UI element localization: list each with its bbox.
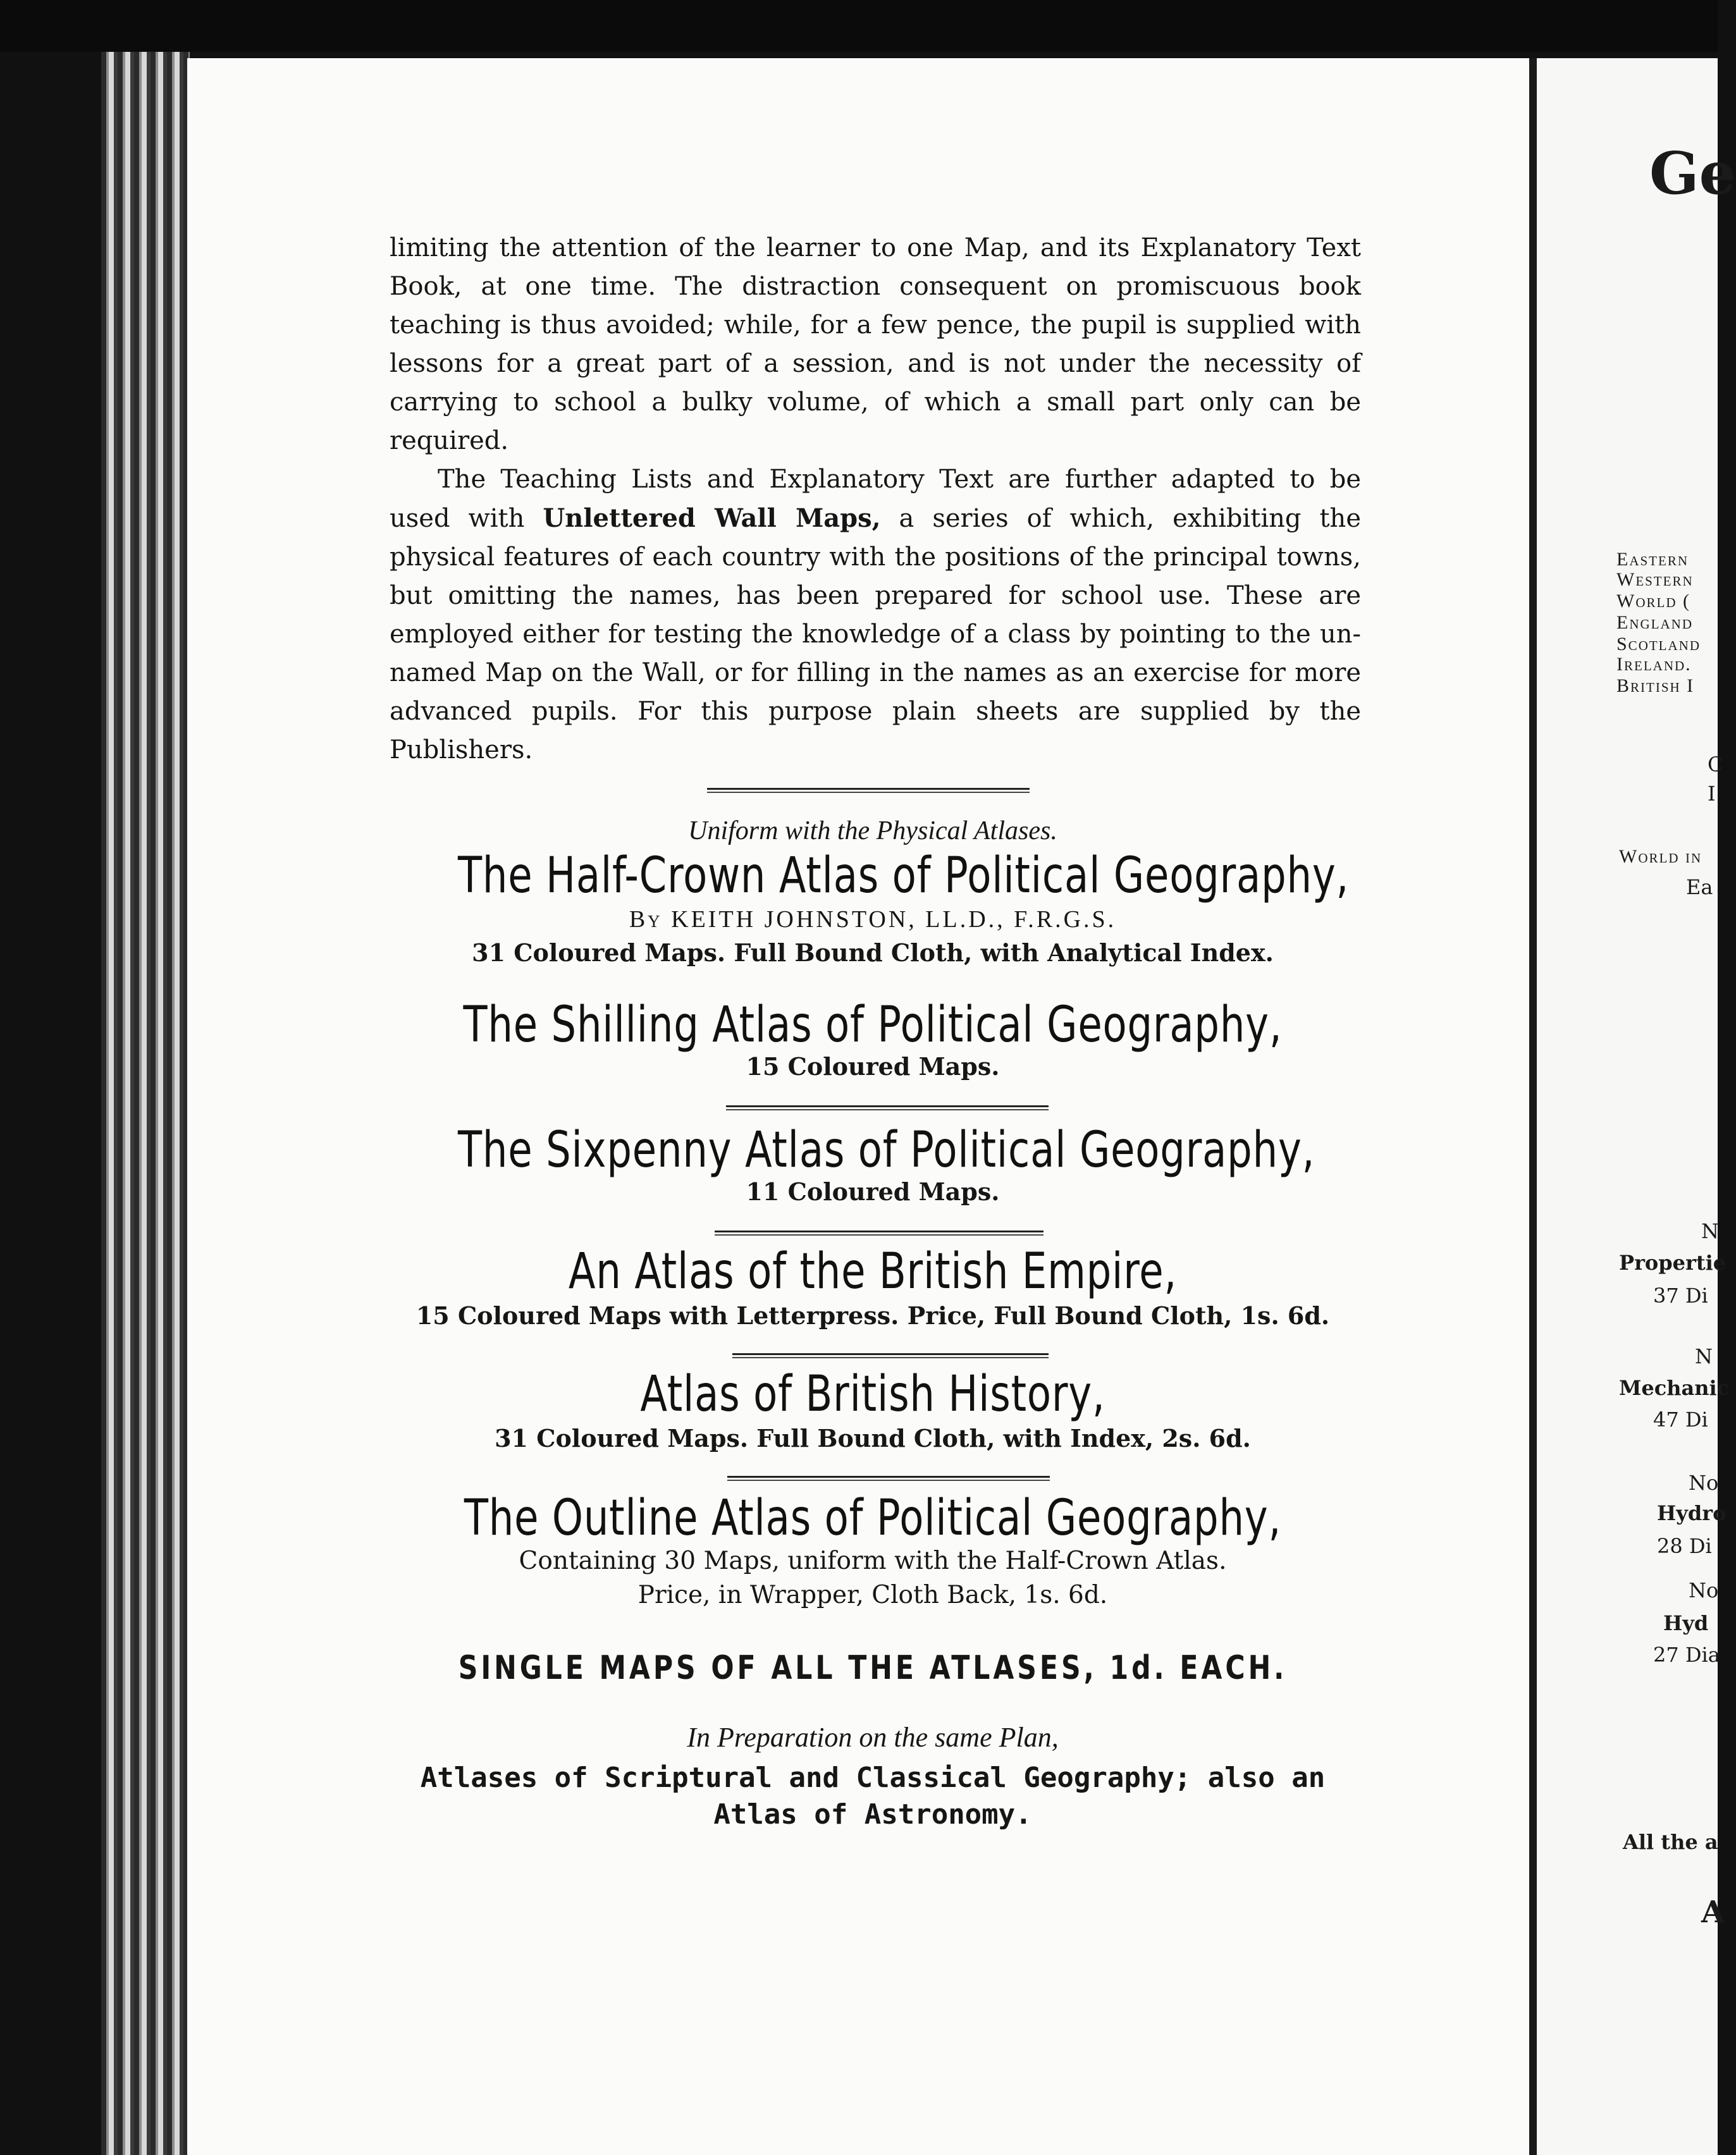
atlas-title: The Outline Atlas of Political Geography, [464,1490,1282,1547]
right-list-item: World ( [1616,591,1690,611]
right-fragment: I [1708,782,1716,806]
atlas-detail: 11 Coloured Maps. [746,1177,1000,1206]
atlas-detail: 31 Coloured Maps. Full Bound Cloth, with Analytical Index. [472,938,1274,967]
right-fragment: All the a [1623,1830,1718,1854]
right-fragment: No [1689,1471,1719,1495]
intro-p2-end: a series of which, exhibiting the physical features of each country with the positions of the principal towns, but omitting the names, has been prepared for school use. These are employed either for testing the knowledge of a class by pointing to the un-named Map on the Wall, or for filling in the names as an exercise for more advanced pupils. For this purpose plain sheets are supplied by the Publishers. [390,504,1361,764]
intro-p2-start: The Teaching Lists and Explanatory Text are further adapted to be used with [390,465,1361,533]
preparation-line-2: Atlas of Astronomy. [713,1798,1032,1831]
atlas-detail: 15 Coloured Maps. [746,1052,1000,1081]
atlas-detail: 31 Coloured Maps. Full Bound Cloth, with Index, 2s. 6d. [495,1424,1251,1452]
scan-border [0,0,1718,52]
atlas-title: An Atlas of the British Empire, [568,1243,1178,1300]
page-edges [101,52,190,2155]
right-fragment: Mechanic [1619,1376,1730,1400]
right-fragment: World in [1619,846,1702,867]
atlas-title: The Shilling Atlas of Political Geography, [463,997,1283,1053]
divider-rule [732,1353,1049,1358]
atlas-title: The Half-Crown Atlas of Political Geography, [458,847,1350,904]
right-fragment: 28 Di [1657,1534,1712,1558]
atlas-price: Price, in Wrapper, Cloth Back, 1s. 6d. [637,1581,1108,1609]
right-fragment: N [1701,1219,1719,1243]
atlas-detail: 15 Coloured Maps with Letterpress. Price, Full Bound Cloth, 1s. 6d. [416,1301,1330,1330]
right-list-item: Western [1616,569,1694,590]
intro-p2-bold: Unlettered Wall Maps, [543,503,881,533]
atlas-detail: Containing 30 Maps, uniform with the Half-Crown Atlas. [519,1547,1227,1575]
atlas-title: The Sixpenny Atlas of Political Geography, [458,1122,1315,1179]
right-list-item: Ireland. [1616,654,1692,675]
right-fragment: 47 Di [1653,1408,1708,1432]
right-fragment: 37 Di [1653,1284,1708,1308]
right-fragment: Propertie [1619,1251,1727,1275]
right-fragment: N [1695,1344,1713,1368]
intro-paragraph-2 [390,460,1361,770]
intro-text [390,229,1361,770]
preparation-line-1: Atlases of Scriptural and Classical Geography; also an [420,1762,1326,1794]
right-list-item: British I [1616,675,1695,696]
atlas-title: Atlas of British History, [640,1366,1105,1423]
right-list-item: Eastern [1616,549,1689,570]
right-list-item: Scotland [1616,634,1701,654]
divider-rule [726,1105,1049,1110]
right-list-item: England [1616,612,1693,633]
divider-rule [727,1476,1050,1481]
right-fragment: A [1701,1894,1725,1930]
right-fragment: Hyd [1663,1611,1709,1635]
right-fragment: Ea [1686,875,1713,899]
divider-rule [707,788,1030,793]
preparation-note: In Preparation on the same Plan, [687,1722,1059,1753]
intro-paragraph-1: limiting the attention of the learner to one Map, and its Explanatory Text Book, at one time. The distraction consequent on promiscuous book teaching is thus avoided; while, for a few pence, the pupil is supplied with lessons for a great part of a session, and is not under the necessity of carrying to school a bulky volume, of which a small part only can be required. [390,233,1361,455]
right-fragment: Hydro [1657,1501,1727,1525]
right-page-heading: Ge [1649,139,1736,207]
atlas-byline: By KEITH JOHNSTON, LL.D., F.R.G.S. [629,906,1117,933]
right-fragment: No [1689,1578,1719,1602]
divider-rule [715,1231,1043,1236]
right-fragment: C [1708,752,1723,777]
uniform-note: Uniform with the Physical Atlases. [688,816,1057,845]
book-gutter [1529,58,1537,2155]
right-fragment: 27 Dia [1653,1643,1720,1667]
single-maps-notice: SINGLE MAPS OF ALL THE ATLASES, 1d. EACH. [458,1649,1288,1687]
